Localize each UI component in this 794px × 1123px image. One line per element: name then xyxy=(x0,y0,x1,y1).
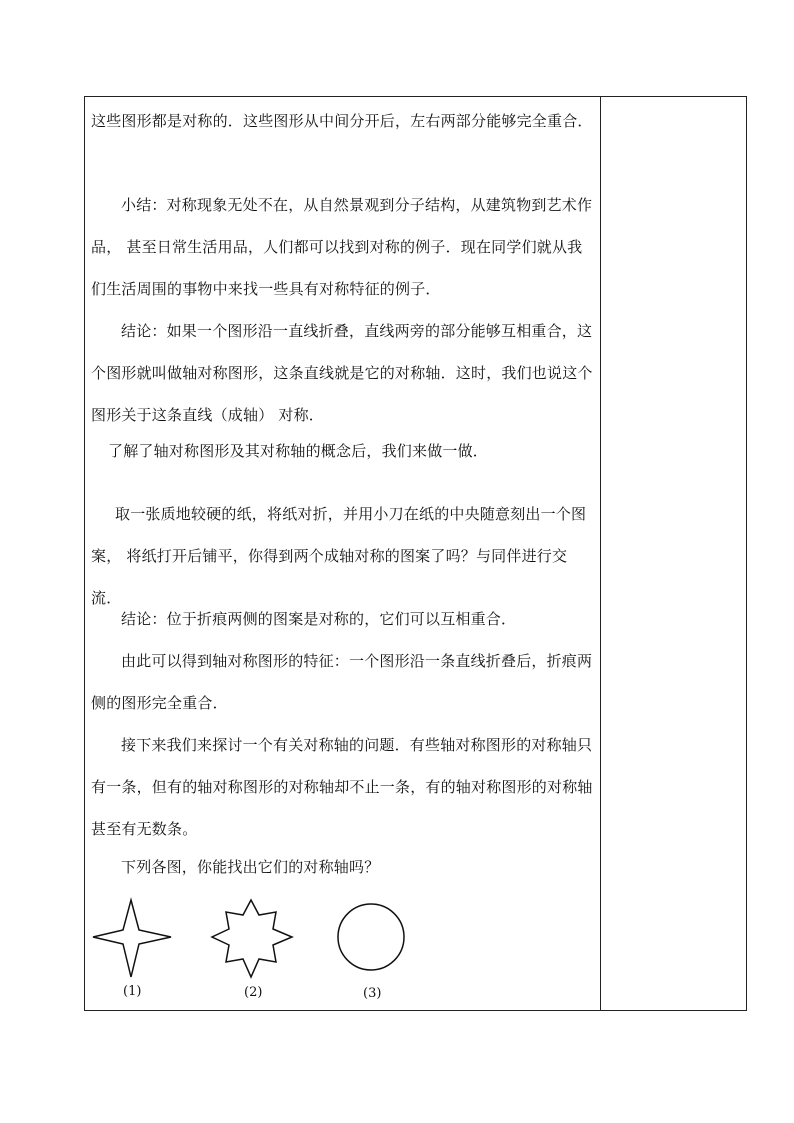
figures-svg xyxy=(85,892,600,1012)
paragraph-prompt: 下列各图，你能找出它们的对称轴吗？ xyxy=(121,858,380,876)
circle-icon xyxy=(338,904,404,970)
paragraph-conclusion-2: 结论：位于折痕两侧的图案是对称的，它们可以互相重合． xyxy=(121,610,517,628)
eight-point-star-icon xyxy=(212,900,292,977)
figure-row xyxy=(85,892,600,1012)
paragraph-conclusion-1: 结论：如果一个图形沿一直线折叠，直线两旁的部分能够互相重合，这个图形就叫做轴对称图形，这条直线就是它的对称轴．这时，我们也说这个图形关于这条直线（成轴） 对称． xyxy=(91,322,593,424)
four-point-star-icon xyxy=(93,900,171,977)
paragraph-summary: 小结：对称现象无处不在，从自然景观到分子结构，从建筑物到艺术作品， 甚至日常生活用品，人们都可以找到对称的例子．现在同学们就从我们生活周围的事物中来找一些具有对称特征的例子． xyxy=(91,196,593,298)
paragraph-feature: 由此可以得到轴对称图形的特征：一个图形沿一条直线折叠后，折痕两侧的图形完全重合． xyxy=(91,652,593,712)
paragraph-axis-question: 接下来我们来探讨一个有关对称轴的问题．有些轴对称图形的对称轴只有一条，但有的轴对称图形的对称轴却不止一条，有的轴对称图形的对称轴甚至有无数条。 xyxy=(91,736,593,838)
figure-caption-1: (1) xyxy=(123,984,142,999)
figure-caption-3: (3) xyxy=(363,986,382,1001)
paragraph-activity: 取一张质地较硬的纸，将纸对折，并用小刀在纸的中央随意刻出一个图案， 将纸打开后铺平，你得到两个成轴对称的图案了吗？与同伴进行交流． xyxy=(91,505,587,607)
notes-cell xyxy=(601,97,746,1010)
paragraph-1: 这些图形都是对称的．这些图形从中间分开后，左右两部分能够完全重合． xyxy=(91,112,593,130)
paragraph-intro-activity: 了解了轴对称图形及其对称轴的概念后，我们来做一做． xyxy=(108,442,489,460)
figure-caption-2: (2) xyxy=(244,985,263,1000)
main-content-cell xyxy=(85,97,600,1010)
lesson-table xyxy=(84,96,747,1011)
